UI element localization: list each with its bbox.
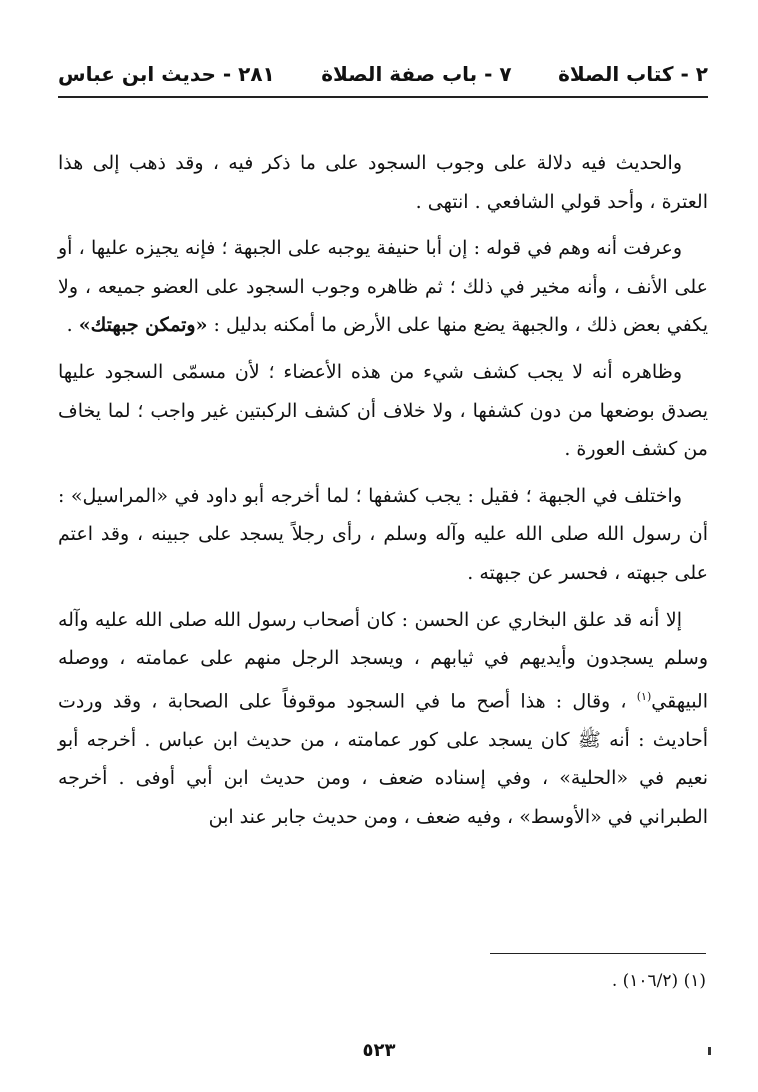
paragraph-5: [58, 601, 708, 837]
footnote-rule: [490, 953, 706, 954]
header-hadith: ٢٨١ - حديث ابن عباس: [58, 62, 275, 86]
footnote-reference: (١): [636, 689, 652, 703]
paragraph-2: [58, 229, 708, 345]
paragraph-4: واختلف في الجبهة ؛ فقيل : يجب كشفها ؛ لما أخرجه أبو داود في «المراسيل» : أن رسول الله صلى الله عليه وآله وسلم ، رأى رجلاً يسجد على جبينه ، وقد اعتم على جبهته ، فحسر عن جبهته .: [58, 484, 708, 584]
main-text: [58, 144, 708, 844]
footnote: (١) (١٠٦/٢) .: [611, 971, 706, 991]
paragraph-3: وظاهره أنه لا يجب كشف شيء من هذه الأعضاء ؛ لأن مسمّى السجود عليها يصدق بوضعها من دون كشفها ، ولا خلاف أن كشف الركبتين غير واجب ؛ لما يخاف من كشف العورة .: [58, 360, 708, 461]
paragraph-2-end: .: [66, 314, 79, 337]
page-number: ٥٢٣: [362, 1040, 396, 1061]
quoted-hadith-phrase: «وتمكن جبهتك»: [78, 314, 208, 337]
header-chapter: ٢ - كتاب الصلاة: [558, 62, 708, 86]
paragraph-2-text: وعرفت أنه وهم في قوله : إن أبا حنيفة يوجبه على الجبهة ؛ فإنه يجيزه عليها ، أو على الأنف ، وأنه مخير في ذلك ؛ ثم ظاهره وجوب السجود على العضو جميعه ، ولا يكفي بعض ذلك ، والجبهة يضع منها على الأرض ما أمكنه بدليل :: [58, 237, 708, 337]
scan-mark: [708, 1047, 711, 1055]
paragraph-5-text: إلا أنه قد علق البخاري عن الحسن : كان أصحاب رسول الله صلى الله عليه وآله وسلم يسجدون وأيديهم في ثيابهم ، ويسجد الرجل منهم على عمامته ، ووصله البيهقي: [58, 608, 708, 713]
paragraph-5-rest: ، وقال : هذا أصح ما في السجود موقوفاً على الصحابة ، وقد وردت أحاديث : أنه ﷺ كان يسجد على كور عمامته ، من حديث ابن عباس . أخرجه أبو نعيم في «الحلية» ، وفي إسناده ضعف ، ومن حديث ابن أبي أوفى . أخرجه الطبراني في «الأوسط» ، وفيه ضعف ، ومن حديث جابر عند ابن: [58, 690, 708, 828]
paragraph-1: والحديث فيه دلالة على وجوب السجود على ما ذكر فيه ، وقد ذهب إلى هذا العترة ، وأحد قولي الشافعي . انتهى .: [58, 152, 708, 213]
header-rule: [58, 96, 708, 98]
header-section: ٧ - باب صفة الصلاة: [321, 62, 512, 86]
running-header: [58, 56, 708, 92]
